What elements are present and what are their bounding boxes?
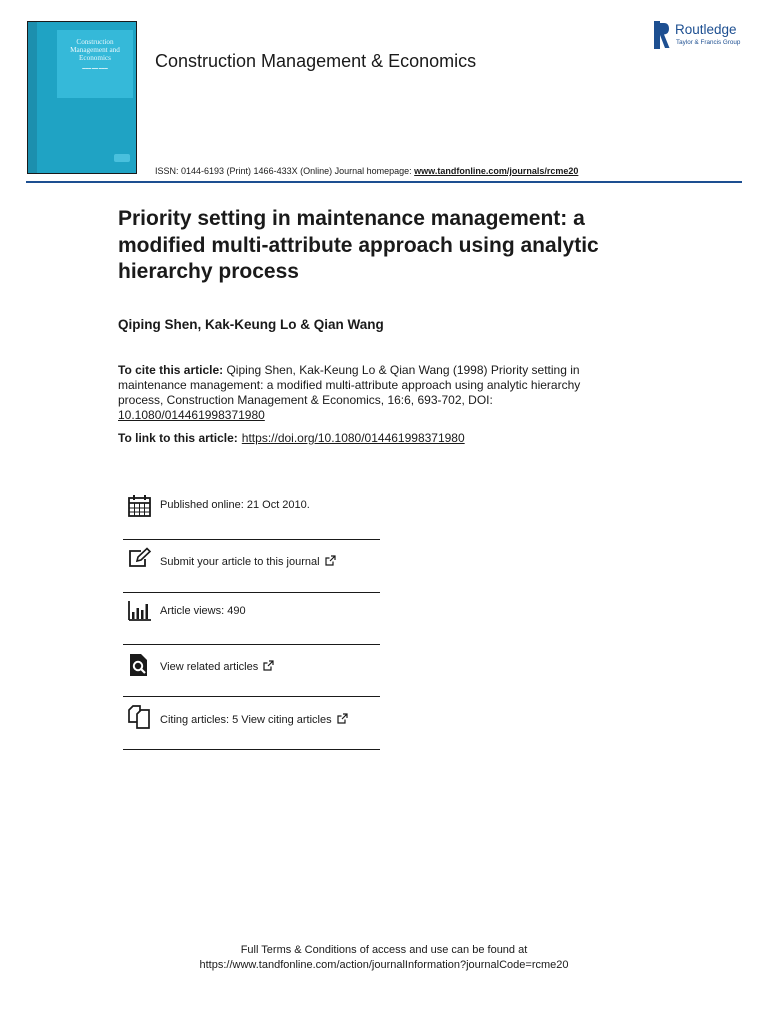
article-authors: Qiping Shen, Kak-Keung Lo & Qian Wang <box>118 317 384 332</box>
related-articles-text: View related articles <box>160 661 259 673</box>
article-views-text: Article views: 490 <box>160 605 246 617</box>
calendar-icon <box>127 494 152 518</box>
journal-title: Construction Management & Economics <box>155 51 477 71</box>
external-link-icon <box>263 660 274 671</box>
terms-text: Full Terms & Conditions of access and use can be found at <box>240 944 528 956</box>
cover-stripe <box>28 22 37 173</box>
cite-label: To cite this article: <box>118 363 224 377</box>
info-divider <box>123 749 380 750</box>
edit-icon <box>127 547 152 571</box>
info-divider <box>123 539 380 540</box>
article-doi-link[interactable]: https://doi.org/10.1080/014461998371980 <box>241 431 465 445</box>
cover-publisher-logo <box>114 154 130 162</box>
issn-line <box>155 166 578 176</box>
citation-block <box>118 363 588 423</box>
submit-article-item[interactable] <box>123 547 380 575</box>
article-views-item <box>123 599 380 625</box>
publisher-group: Taylor & Francis Group <box>676 39 741 46</box>
info-divider <box>123 592 380 593</box>
bar-chart-icon <box>127 599 152 623</box>
terms-link[interactable]: https://www.tandfonline.com/action/journalInformation?journalCode=rcme20 <box>199 959 569 971</box>
article-link-line <box>118 431 465 445</box>
issn-text: ISSN: 0144-6193 (Print) 1466-433X (Online) Journal homepage: <box>155 166 415 176</box>
published-online-item <box>123 494 380 520</box>
routledge-logo-icon <box>654 21 670 49</box>
cover-title-panel <box>57 30 133 98</box>
related-articles-link[interactable] <box>160 660 274 673</box>
header-divider <box>26 181 742 183</box>
cite-text: Qiping Shen, Kak-Keung Lo & Qian Wang (1998) Priority setting in maintenance management: a modified multi-attribute approach using analytic hierarchy process, Construction Management & Economics, 16:6, 693-702, DOI: <box>118 363 581 407</box>
published-online-text: Published online: 21 Oct 2010. <box>160 499 310 511</box>
terms-footer <box>0 943 768 973</box>
cover-title-line: Economics <box>79 54 111 62</box>
publisher-logo <box>654 21 748 51</box>
citing-articles-link[interactable] <box>160 713 348 726</box>
publisher-name: Routledge <box>675 22 737 37</box>
cover-title-line: Construction <box>76 38 114 46</box>
cite-doi-link[interactable]: 10.1080/014461998371980 <box>118 408 265 422</box>
link-label: To link to this article: <box>118 431 238 445</box>
external-link-icon <box>337 713 348 724</box>
search-document-icon <box>127 653 152 677</box>
journal-cover-image <box>27 21 137 174</box>
submit-article-link[interactable] <box>160 555 336 568</box>
submit-article-text: Submit your article to this journal <box>160 556 320 568</box>
info-divider <box>123 644 380 645</box>
article-title: Priority setting in maintenance management: a modified multi-attribute approach using analytic hierarchy process <box>118 207 599 283</box>
copy-icon <box>127 705 152 729</box>
info-divider <box>123 696 380 697</box>
cover-title-line: Management and <box>70 46 120 54</box>
citing-articles-text: Citing articles: 5 View citing articles <box>160 714 332 726</box>
citing-articles-item[interactable] <box>123 705 380 731</box>
journal-homepage-link[interactable]: www.tandfonline.com/journals/rcme20 <box>414 166 579 176</box>
external-link-icon <box>325 555 336 566</box>
cover-editor-text: ▬▬▬ ▬▬ ▬▬▬ <box>82 66 108 70</box>
related-articles-item[interactable] <box>123 653 380 679</box>
